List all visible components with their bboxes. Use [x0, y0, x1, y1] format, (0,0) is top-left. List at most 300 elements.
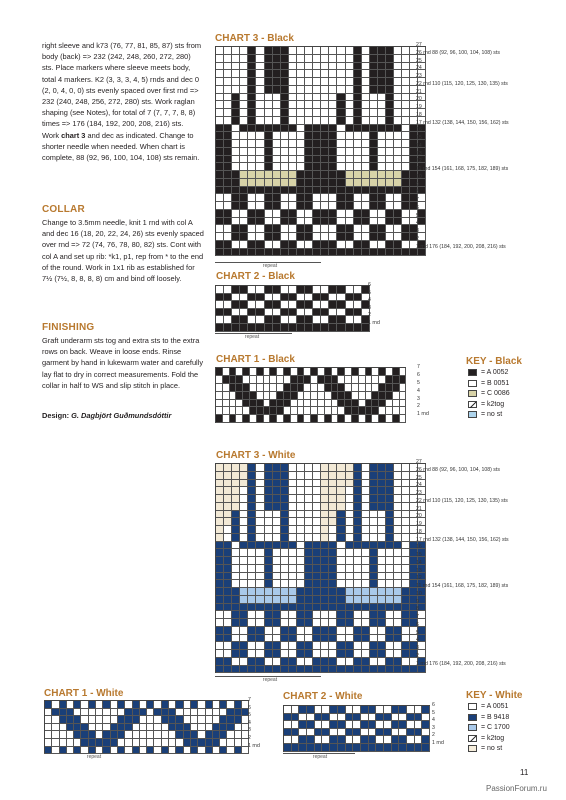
chart-cell	[125, 716, 132, 724]
chart-cell	[230, 415, 237, 423]
chart-cell	[281, 619, 289, 627]
chart-cell	[216, 604, 224, 612]
chart-cell	[378, 472, 386, 480]
chart-cell	[292, 744, 300, 752]
row-number: 9	[416, 181, 419, 188]
chart-cell	[289, 225, 297, 233]
chart-cell	[362, 511, 370, 519]
chart-cell	[273, 472, 281, 480]
chart-cell	[256, 316, 264, 324]
chart-cell	[313, 179, 321, 187]
chart-cell	[337, 324, 345, 332]
chart-cell	[273, 658, 281, 666]
chart-cell	[224, 542, 232, 550]
chart-cell	[321, 619, 329, 627]
chart-cell	[256, 194, 264, 202]
chart-cell	[313, 549, 321, 557]
chart-cell	[321, 464, 329, 472]
chart-cell	[346, 101, 354, 109]
chart-cell	[346, 642, 354, 650]
chart-cell	[243, 384, 250, 392]
chart-cell	[337, 294, 345, 302]
chart-cell	[337, 156, 345, 164]
chart-cell	[337, 86, 345, 94]
chart-cell	[265, 604, 273, 612]
chart-cell	[313, 666, 321, 674]
chart-cell	[297, 47, 305, 55]
chart-cell	[352, 407, 359, 415]
row-number: 20	[416, 96, 422, 103]
chart-cell	[346, 611, 354, 619]
chart-cell	[281, 63, 289, 71]
chart-cell	[378, 534, 386, 542]
row-number: 5	[416, 212, 419, 219]
chart-cell	[281, 526, 289, 534]
chart-cell	[354, 294, 362, 302]
chart-cell	[402, 171, 410, 179]
chart-3-ref: chart 3	[61, 130, 86, 140]
chart-cell	[240, 286, 248, 294]
chart-cell	[346, 526, 354, 534]
chart-cell	[191, 739, 198, 747]
chart-cell	[273, 225, 281, 233]
chart-cell	[216, 47, 224, 55]
chart-1-black-row-numbers	[417, 364, 429, 419]
chart-cell	[216, 619, 224, 627]
chart-cell	[386, 472, 394, 480]
chart-cell	[329, 249, 337, 257]
chart-cell	[337, 70, 345, 78]
chart-cell	[329, 549, 337, 557]
chart-cell	[224, 241, 232, 249]
chart-cell	[370, 101, 378, 109]
chart-cell	[386, 225, 394, 233]
row-number: 1 rnd 176 (184, 192, 200, 208, 216) sts	[416, 660, 506, 667]
chart-cell	[297, 117, 305, 125]
chart-cell	[224, 650, 232, 658]
chart-cell	[362, 503, 370, 511]
chart-cell	[240, 179, 248, 187]
chart-cell	[305, 511, 313, 519]
chart-cell	[297, 480, 305, 488]
chart-cell	[206, 724, 213, 732]
chart-cell	[265, 187, 273, 195]
chart-cell	[378, 464, 386, 472]
chart-cell	[248, 324, 256, 332]
chart-cell	[321, 316, 329, 324]
chart-cell	[265, 316, 273, 324]
chart-cell	[337, 518, 345, 526]
chart-cell	[338, 721, 346, 729]
chart-cell	[321, 565, 329, 573]
chart-cell	[354, 179, 362, 187]
chart-cell	[236, 384, 243, 392]
chart-cell	[147, 731, 154, 739]
chart-cell	[352, 392, 359, 400]
chart-cell	[232, 472, 240, 480]
row-number: 16	[416, 127, 422, 134]
chart-cell	[332, 400, 339, 408]
chart-cell	[191, 731, 198, 739]
chart-cell	[376, 706, 384, 714]
chart-cell	[394, 596, 402, 604]
chart-cell	[370, 202, 378, 210]
row-number: 10	[416, 173, 422, 180]
chart-cell	[162, 701, 169, 709]
chart-cell	[386, 117, 394, 125]
chart-cell	[281, 78, 289, 86]
chart-cell	[370, 194, 378, 202]
chart-cell	[329, 627, 337, 635]
chart-cell	[265, 309, 273, 317]
chart-cell	[270, 415, 277, 423]
chart-cell	[394, 549, 402, 557]
chart-cell	[394, 241, 402, 249]
chart-cell	[321, 309, 329, 317]
chart-cell	[337, 565, 345, 573]
chart-cell	[297, 132, 305, 140]
chart-cell	[399, 706, 407, 714]
chart-cell	[297, 666, 305, 674]
chart-cell	[321, 549, 329, 557]
chart-cell	[394, 557, 402, 565]
chart-cell	[313, 526, 321, 534]
chart-cell	[297, 163, 305, 171]
chart-cell	[291, 407, 298, 415]
chart-cell	[384, 706, 392, 714]
chart-cell	[297, 526, 305, 534]
chart-cell	[402, 511, 410, 519]
chart-cell	[289, 70, 297, 78]
row-number: 6	[416, 621, 419, 628]
chart-cell	[402, 218, 410, 226]
chart-cell	[304, 400, 311, 408]
chart-cell	[248, 47, 256, 55]
chart-cell	[394, 109, 402, 117]
chart-cell	[379, 368, 386, 376]
chart-cell	[346, 70, 354, 78]
chart-cell	[329, 101, 337, 109]
chart-cell	[265, 666, 273, 674]
chart-cell	[169, 739, 176, 747]
chart-cell	[346, 294, 354, 302]
chart-cell	[224, 301, 232, 309]
chart-cell	[265, 101, 273, 109]
chart-cell	[273, 210, 281, 218]
chart-cell	[305, 187, 313, 195]
chart-cell	[213, 716, 220, 724]
chart-cell	[362, 635, 370, 643]
chart-cell	[362, 627, 370, 635]
chart-cell	[345, 392, 352, 400]
chart-cell	[289, 611, 297, 619]
chart-cell	[337, 557, 345, 565]
chart-cell	[248, 301, 256, 309]
chart-cell	[289, 518, 297, 526]
chart-cell	[224, 55, 232, 63]
chart-cell	[329, 534, 337, 542]
chart-cell	[313, 565, 321, 573]
chart-cell	[386, 511, 394, 519]
chart-cell	[362, 171, 370, 179]
chart-cell	[346, 464, 354, 472]
chart-cell	[378, 94, 386, 102]
chart-cell	[346, 557, 354, 565]
chart-cell	[248, 63, 256, 71]
chart-cell	[321, 218, 329, 226]
chart-cell	[256, 526, 264, 534]
chart-cell	[338, 744, 346, 752]
row-number: 3	[368, 304, 371, 311]
chart-cell	[378, 148, 386, 156]
chart-cell	[273, 495, 281, 503]
chart-cell	[354, 109, 362, 117]
chart-cell	[232, 70, 240, 78]
chart-cell	[240, 101, 248, 109]
chart-cell	[378, 55, 386, 63]
chart-cell	[318, 407, 325, 415]
chart-cell	[297, 557, 305, 565]
chart-cell	[289, 286, 297, 294]
chart-cell	[289, 86, 297, 94]
chart-cell	[256, 233, 264, 241]
row-number: 4	[416, 637, 419, 644]
chart-cell	[256, 70, 264, 78]
chart-cell	[81, 739, 88, 747]
row-number: 2	[417, 403, 420, 410]
chart-cell	[232, 650, 240, 658]
chart-cell	[216, 666, 224, 674]
chart-cell	[216, 163, 224, 171]
chart-cell	[281, 642, 289, 650]
chart-cell	[216, 324, 224, 332]
chart-cell	[232, 534, 240, 542]
chart-cell	[370, 472, 378, 480]
chart-cell	[402, 580, 410, 588]
chart-cell	[169, 716, 176, 724]
chart-cell	[273, 526, 281, 534]
chart-cell	[313, 94, 321, 102]
chart-cell	[346, 627, 354, 635]
chart-cell	[386, 487, 394, 495]
chart-cell	[256, 480, 264, 488]
chart-cell	[289, 464, 297, 472]
chart-cell	[394, 542, 402, 550]
chart-cell	[362, 70, 370, 78]
chart-cell	[378, 588, 386, 596]
chart-cell	[337, 650, 345, 658]
chart-cell	[248, 472, 256, 480]
chart-cell	[321, 125, 329, 133]
chart-cell	[305, 542, 313, 550]
chart-cell	[257, 376, 264, 384]
chart-cell	[265, 642, 273, 650]
chart-cell	[362, 588, 370, 596]
chart-cell	[223, 407, 230, 415]
chart-cell	[305, 233, 313, 241]
chart-cell	[337, 658, 345, 666]
chart-cell	[386, 627, 394, 635]
chart-cell	[386, 55, 394, 63]
chart-cell	[329, 286, 337, 294]
chart-cell	[346, 635, 354, 643]
chart-cell	[169, 701, 176, 709]
chart-cell	[313, 464, 321, 472]
chart-cell	[346, 588, 354, 596]
chart-cell	[329, 63, 337, 71]
chart-cell	[232, 233, 240, 241]
chart-cell	[230, 376, 237, 384]
chart-cell	[289, 480, 297, 488]
chart-cell	[265, 588, 273, 596]
chart-cell	[378, 604, 386, 612]
chart-cell	[240, 210, 248, 218]
chart-cell	[256, 580, 264, 588]
chart-cell	[378, 642, 386, 650]
chart-cell	[81, 716, 88, 724]
key-label: = A 0051	[481, 703, 509, 710]
chart-cell	[422, 729, 430, 737]
chart-cell	[400, 376, 407, 384]
chart-cell	[240, 573, 248, 581]
chart-cell	[378, 156, 386, 164]
chart-cell	[402, 642, 410, 650]
row-number: 21	[416, 88, 422, 95]
chart-cell	[402, 101, 410, 109]
chart-cell	[265, 140, 273, 148]
chart-cell	[118, 739, 125, 747]
chart-cell	[240, 316, 248, 324]
chart-cell	[297, 286, 305, 294]
chart-cell	[359, 407, 366, 415]
chart-cell	[273, 86, 281, 94]
chart-cell	[337, 627, 345, 635]
chart-cell	[354, 627, 362, 635]
chart-cell	[305, 156, 313, 164]
chart-cell	[386, 78, 394, 86]
chart-cell	[386, 557, 394, 565]
chart-cell	[386, 202, 394, 210]
chart-cell	[329, 301, 337, 309]
design-credit	[42, 410, 222, 421]
chart-cell	[362, 233, 370, 241]
chart-cell	[289, 666, 297, 674]
chart-cell	[329, 619, 337, 627]
chart-cell	[240, 596, 248, 604]
chart-cell	[304, 368, 311, 376]
chart-cell	[289, 218, 297, 226]
chart-cell	[289, 542, 297, 550]
chart-cell	[352, 368, 359, 376]
chart-cell	[329, 47, 337, 55]
chart-cell	[359, 400, 366, 408]
chart-cell	[378, 526, 386, 534]
chart-cell	[248, 202, 256, 210]
chart-cell	[307, 714, 315, 722]
chart-cell	[354, 526, 362, 534]
chart-cell	[305, 47, 313, 55]
chart-cell	[240, 309, 248, 317]
chart-cell	[227, 739, 234, 747]
chart-cell	[305, 86, 313, 94]
chart-cell	[162, 731, 169, 739]
chart-cell	[240, 666, 248, 674]
chart-cell	[281, 580, 289, 588]
chart-cell	[298, 368, 305, 376]
chart-cell	[292, 736, 300, 744]
chart-cell	[394, 650, 402, 658]
chart-cell	[224, 132, 232, 140]
chart-cell	[362, 47, 370, 55]
chart-cell	[311, 368, 318, 376]
chart-cell	[281, 148, 289, 156]
chart-cell	[256, 210, 264, 218]
chart-cell	[289, 63, 297, 71]
chart-cell	[362, 565, 370, 573]
chart-cell	[133, 701, 140, 709]
chart-cell	[346, 86, 354, 94]
chart-cell	[256, 94, 264, 102]
chart-cell	[297, 301, 305, 309]
chart-cell	[394, 140, 402, 148]
row-number: 1 rnd	[417, 411, 429, 418]
chart-cell	[265, 627, 273, 635]
chart-cell	[265, 63, 273, 71]
chart-cell	[154, 747, 161, 755]
chart-cell	[354, 125, 362, 133]
chart-cell	[402, 503, 410, 511]
chart-cell	[227, 701, 234, 709]
chart-cell	[224, 294, 232, 302]
chart-cell	[224, 635, 232, 643]
chart-cell	[378, 573, 386, 581]
chart-cell	[289, 642, 297, 650]
chart-cell	[386, 542, 394, 550]
chart-cell	[321, 179, 329, 187]
chart-cell	[265, 301, 273, 309]
chart-cell	[198, 739, 205, 747]
chart-cell	[305, 78, 313, 86]
chart-cell	[289, 202, 297, 210]
chart-cell	[362, 464, 370, 472]
chart-cell	[60, 731, 67, 739]
chart-cell	[224, 163, 232, 171]
chart-cell	[321, 163, 329, 171]
chart-cell	[281, 604, 289, 612]
chart-cell	[89, 724, 96, 732]
chart-cell	[224, 627, 232, 635]
chart-cell	[292, 721, 300, 729]
chart-cell	[362, 666, 370, 674]
chart-cell	[248, 249, 256, 257]
chart-cell	[248, 78, 256, 86]
chart-cell	[400, 400, 407, 408]
chart-cell	[240, 233, 248, 241]
chart-cell	[118, 709, 125, 717]
chart-cell	[402, 194, 410, 202]
chart-cell	[369, 744, 377, 752]
chart-cell	[329, 225, 337, 233]
chart-cell	[346, 487, 354, 495]
chart-cell	[235, 701, 242, 709]
chart-cell	[354, 324, 362, 332]
row-number: 23	[416, 490, 422, 496]
chart-cell	[402, 202, 410, 210]
chart-cell	[378, 86, 386, 94]
chart-cell	[378, 78, 386, 86]
chart-cell	[240, 78, 248, 86]
chart-cell	[311, 392, 318, 400]
